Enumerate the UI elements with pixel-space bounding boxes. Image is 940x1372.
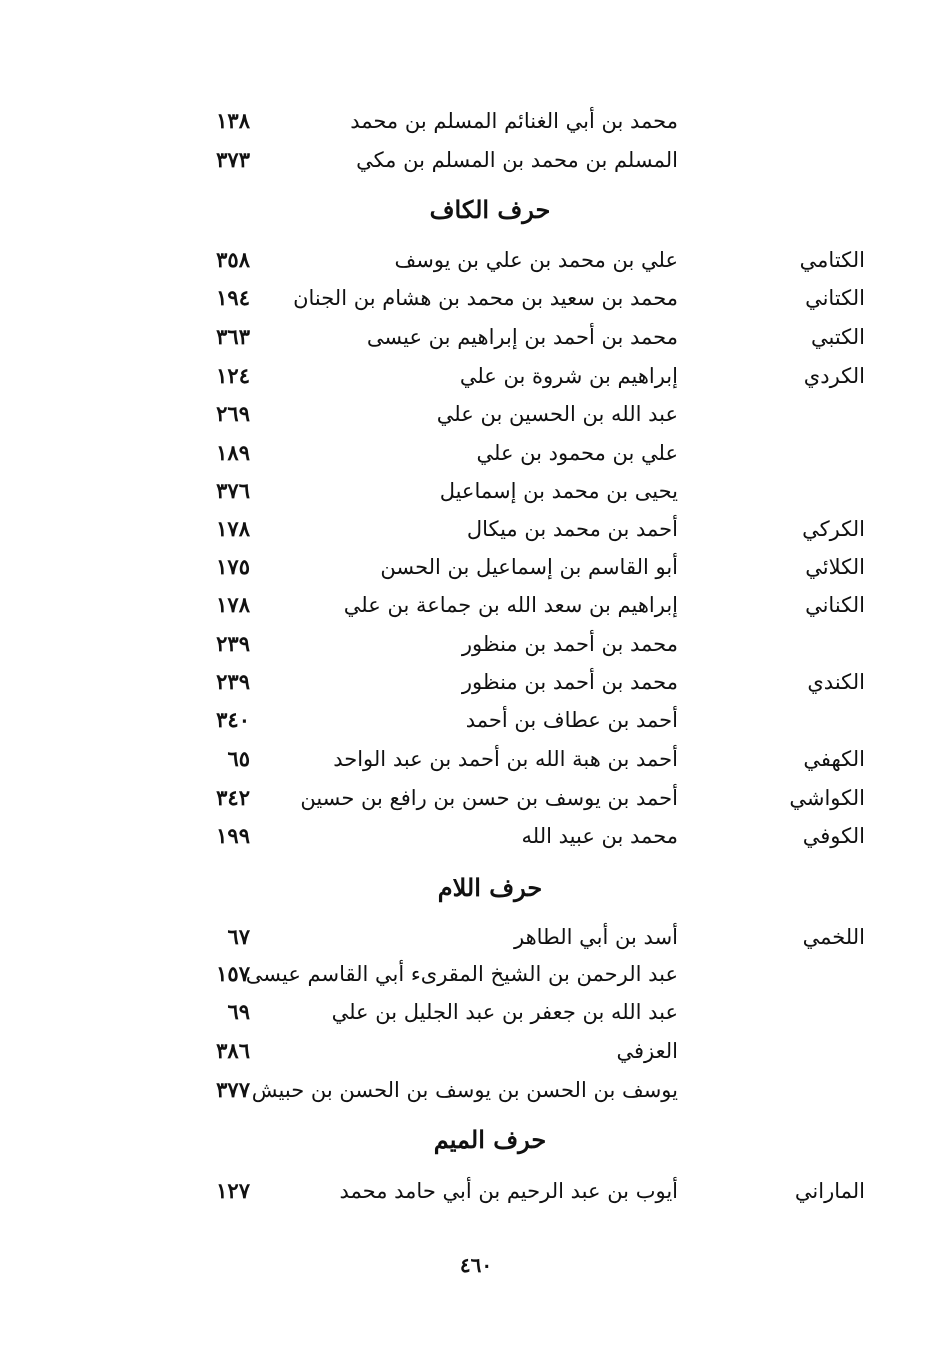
page-number: ٤٦٠ (459, 1253, 493, 1277)
person-name: محمد بن أحمد بن إبراهيم بن عيسى (366, 325, 678, 349)
index-row (0, 141, 940, 179)
nisba-label: الكتاني (805, 286, 865, 310)
index-row (0, 701, 940, 739)
index-row (0, 993, 940, 1031)
person-name: يحيى بن محمد بن إسماعيل (439, 479, 678, 503)
page-reference: ١٣٨ (216, 108, 250, 133)
nisba-label: الكوفي (802, 824, 865, 848)
index-row (0, 740, 940, 778)
person-name: أحمد بن يوسف بن حسن بن رافع بن حسين (300, 786, 678, 810)
index-row (0, 279, 940, 317)
page-reference: ٢٣٩ (216, 669, 250, 694)
person-name: أسد بن أبي الطاهر (513, 925, 678, 949)
page-reference: ١٧٨ (216, 516, 250, 541)
person-name: محمد بن أحمد بن منظور (461, 632, 678, 656)
nisba-label: الكندي (807, 670, 865, 694)
person-name: أبو القاسم بن إسماعيل بن الحسن (380, 555, 678, 579)
page-reference: ٣٦٣ (216, 324, 250, 349)
nisba-label: الكتامي (799, 248, 865, 272)
person-name: محمد بن عبيد الله (521, 824, 678, 848)
index-row (0, 625, 940, 663)
person-name: أحمد بن محمد بن ميكال (466, 517, 678, 541)
page-reference: ٦٩ (227, 999, 250, 1024)
person-name: محمد بن أبي الغنائم المسلم بن محمد (350, 109, 678, 133)
index-row (0, 586, 940, 624)
nisba-label: الكواشي (789, 786, 865, 810)
nisba-label: الكركي (802, 517, 865, 541)
page-reference: ٣٨٦ (216, 1038, 250, 1063)
person-name: علي بن محمود بن علي (476, 441, 678, 465)
section-heading-mim: حرف الميم (433, 1125, 547, 1154)
person-name: إبراهيم بن سعد الله بن جماعة بن علي (343, 593, 678, 617)
page-reference: ٣٧٧ (216, 1077, 250, 1102)
page-reference: ١٨٩ (216, 440, 250, 465)
person-name: المسلم بن محمد بن المسلم بن مكي (356, 148, 678, 172)
index-row (0, 102, 940, 140)
page-reference: ١٧٨ (216, 592, 250, 617)
person-name: محمد بن أحمد بن منظور (461, 670, 678, 694)
index-row (0, 918, 940, 956)
person-name: عبد الرحمن بن الشيخ المقرىء أبي القاسم عيسى (245, 962, 678, 986)
page-reference: ٣٤٠ (216, 707, 250, 732)
person-name: أيوب بن عبد الرحيم بن أبي حامد محمد (339, 1179, 678, 1203)
page-reference: ٣٤٢ (216, 785, 250, 810)
person-name: إبراهيم بن شروة بن علي (459, 364, 678, 388)
index-row (0, 434, 940, 472)
nisba-label: الكتبي (810, 325, 865, 349)
index-row (0, 318, 940, 356)
nisba-label: اللخمي (802, 925, 865, 949)
index-row (0, 817, 940, 855)
index-row (0, 472, 940, 510)
person-name: العزفي (616, 1039, 678, 1063)
person-name: عبد الله بن جعفر بن عبد الجليل بن علي (331, 1000, 678, 1024)
index-row (0, 510, 940, 548)
person-name: علي بن محمد بن علي بن يوسف (394, 248, 678, 272)
index-row (0, 1032, 940, 1070)
index-row (0, 241, 940, 279)
page-reference: ٣٧٦ (216, 478, 250, 503)
page-reference: ١٥٧ (216, 961, 250, 986)
page-reference: ١٩٤ (216, 285, 250, 310)
index-row (0, 395, 940, 433)
page-reference: ١٢٧ (216, 1178, 250, 1203)
section-heading-kaf: حرف الكاف (429, 195, 551, 224)
page-reference: ٣٥٨ (216, 247, 250, 272)
person-name: أحمد بن هبة الله بن أحمد بن عبد الواحد (333, 747, 678, 771)
page-reference: ٦٧ (227, 924, 250, 949)
index-row (0, 548, 940, 586)
nisba-label: الكلائي (805, 555, 865, 579)
page-reference: ٣٧٣ (216, 147, 250, 172)
index-row (0, 357, 940, 395)
person-name: عبد الله بن الحسين بن علي (436, 402, 678, 426)
page-reference: ١٩٩ (216, 823, 250, 848)
index-row (0, 779, 940, 817)
nisba-label: الكناني (805, 593, 865, 617)
nisba-label: الكردي (803, 364, 865, 388)
person-name: محمد بن سعيد بن محمد بن هشام بن الجنان (293, 286, 678, 310)
nisba-label: الكهفي (803, 747, 865, 771)
section-heading-lam: حرف اللام (437, 873, 543, 902)
nisba-label: الماراني (794, 1179, 865, 1203)
person-name: يوسف بن الحسن بن يوسف بن الحسن بن حبيش (251, 1078, 678, 1102)
index-row (0, 663, 940, 701)
index-row (0, 1172, 940, 1210)
page-reference: ٢٦٩ (216, 401, 250, 426)
index-row (0, 1071, 940, 1109)
page-reference: ١٧٥ (216, 554, 250, 579)
page-reference: ٢٣٩ (216, 631, 250, 656)
person-name: أحمد بن عطاف بن أحمد (465, 708, 678, 732)
page-reference: ٦٥ (227, 746, 250, 771)
page-reference: ١٢٤ (216, 363, 250, 388)
index-row (0, 955, 940, 993)
